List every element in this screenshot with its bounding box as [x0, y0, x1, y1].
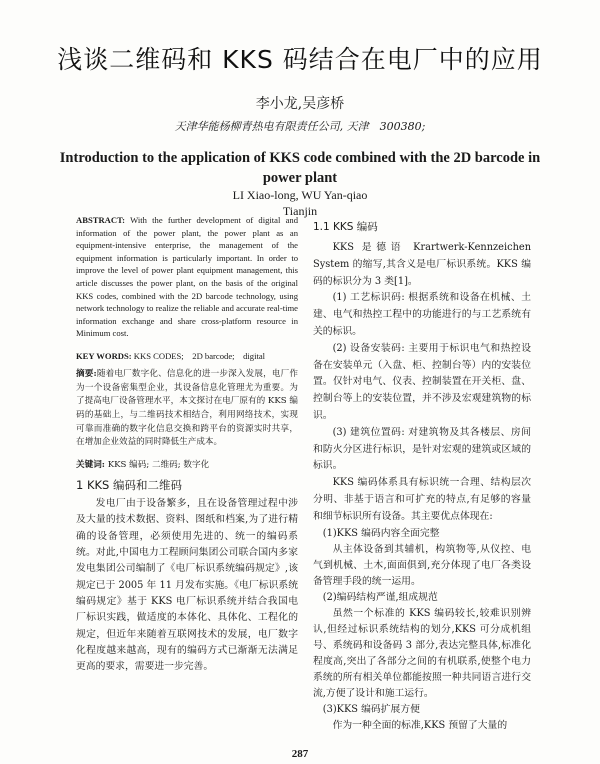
section-heading-1-1: 1.1 KKS 编码: [313, 221, 378, 233]
right-column: [313, 219, 531, 734]
keywords-cn: [76, 458, 298, 470]
affiliation-en: Tianjin: [282, 204, 318, 218]
kks-item-2: (2) 设备安装码: 主要用于标识电气和热控设备在安装单元（入盘、柜、控制台等）内的安装位置。仅针对电气、仪表、控制装置在开关柜、盘、控制台等上的安装位置，并不涉及宏观建筑物的标识。: [313, 342, 531, 421]
keywords-en: [76, 350, 298, 362]
paper-title-en: Introduction to the application of KKS code combined with the 2D barcode in power plant: [59, 150, 541, 186]
keywords-en-text: KKS CODES; 2D barcode; digital: [131, 350, 266, 361]
abstract-en: [76, 214, 298, 340]
paper-title-cn: 浅谈二维码和 KKS 码结合在电厂中的应用: [57, 45, 543, 74]
section-heading-1: 1 KKS 编码和二维码: [76, 478, 183, 493]
abstract-en-text: With the further development of digital and information of the power plant, the power plant as an equipment-intensive enterprise, the management of the equipment information is particularly important. In order to improve the level of power plant equipment management, this article discusses the power plant, on the basis of the original KKS codes, combined with the 2D barcode technology, using network technology to realize the reliable and accurate real-time information exchange and share cross-platform resource in Minimum cost.: [76, 215, 298, 339]
left-column: [76, 214, 298, 675]
kks-item-3: (3) 建筑位置码: 对建筑物及其各楼层、房间和防火分区进行标识，是针对宏观的建筑或区域的标识。: [313, 426, 531, 472]
advantage-2-body: 虽然一个标准的 KKS 编码较长,较难识别辨认,但经过标识系统结构的划分,KKS 可分成机组号、系统码和设备码 3 部分,表达完整具体,标准化程度高,突出了各部分之间的有机联系,使整个电力系统的所有相关单位都能按照一种共同语言进行交流,方便了设计和施工运行。: [313, 607, 531, 699]
advantage-3-title: (3)KKS 编码扩展方便: [322, 703, 420, 715]
keywords-cn-label: 关键词:: [76, 460, 105, 471]
kks-intro-paragraph: KKS 是德语 Krartwerk-Kennzeichen System 的缩写,其含义是电厂标识系统。KKS 编码的标识分为 3 类[1]。: [313, 242, 531, 287]
abstract-cn-text: 随着电厂数字化、信息化的进一步深入发展，电厂作为一个设备密集型企业，其设备信息化管理尤为重要。为了提高电厂设备管理水平，本文探讨在电厂原有的 KKS 编码的基础上，与二维码技术相结合，利用网络技术，实现可靠而准确的数字化信息交换和跨平台的资源实时共享，在增加企业效益的同时降低生产成本。: [76, 368, 298, 448]
section-1-paragraph: 发电厂由于设备繁多，且在设备管理过程中涉及大量的技术数据、资料、图纸和档案,为了进行精确的设备管理，必须使用先进的、统一的编码系统。对此,中国电力工程顾问集团公司联合国内多家发电集团公司编制了《电厂标识系统编码规定》,该规定已于 2005 年 11 月发布实施。《电厂标识系统编码规定》基于 KKS 电厂标识系统并结合我国电厂标识实践，做适度的本体化、具体化、工程化的规定，但近年来随着互联网技术的发展，电厂数字化程度越来越高，现有的编码方式已渐渐无法满足更高的要求，需要进一步完善。: [76, 498, 298, 673]
authors-en: LI Xiao-long, WU Yan-qiao: [232, 188, 368, 202]
advantage-2-title: (2)编码结构严谨,组成规范: [322, 591, 438, 603]
abstract-cn-label: 摘要:: [76, 368, 97, 379]
page-number: 287: [291, 748, 309, 760]
keywords-en-label: KEY WORDS:: [76, 350, 132, 361]
advantage-3-body: 作为一种全面的标准,KKS 预留了大量的: [332, 719, 508, 731]
advantage-1-title: (1)KKS 编码内容全面完整: [322, 527, 440, 539]
keywords-cn-text: KKS 编码; 二维码; 数字化: [104, 460, 210, 471]
abstract-cn: [76, 368, 298, 450]
abstract-en-label: ABSTRACT:: [76, 215, 126, 225]
kks-item-1: (1) 工艺标识码: 根据系统和设备在机械、土建、电气和热控工程中的功能进行的与工艺系统有关的标识。: [313, 292, 531, 337]
advantage-1-body: 从主体设备到其辅机，构筑物等,从仪控、电气到机械、土木,面面俱到,充分体现了电厂各类设备管理手段的统一运用。: [313, 543, 531, 587]
affiliation-cn: 天津华能杨柳青热电有限责任公司, 天津 300380;: [174, 120, 426, 133]
kks-summary-paragraph: KKS 编码体系具有标识统一合理、结构层次分明、非基于语言和可扩充的特点,有足够的容量和细节标识所有设备。其主要优点体现在:: [313, 477, 531, 522]
authors-cn: 李小龙,吴彦桥: [255, 96, 345, 112]
